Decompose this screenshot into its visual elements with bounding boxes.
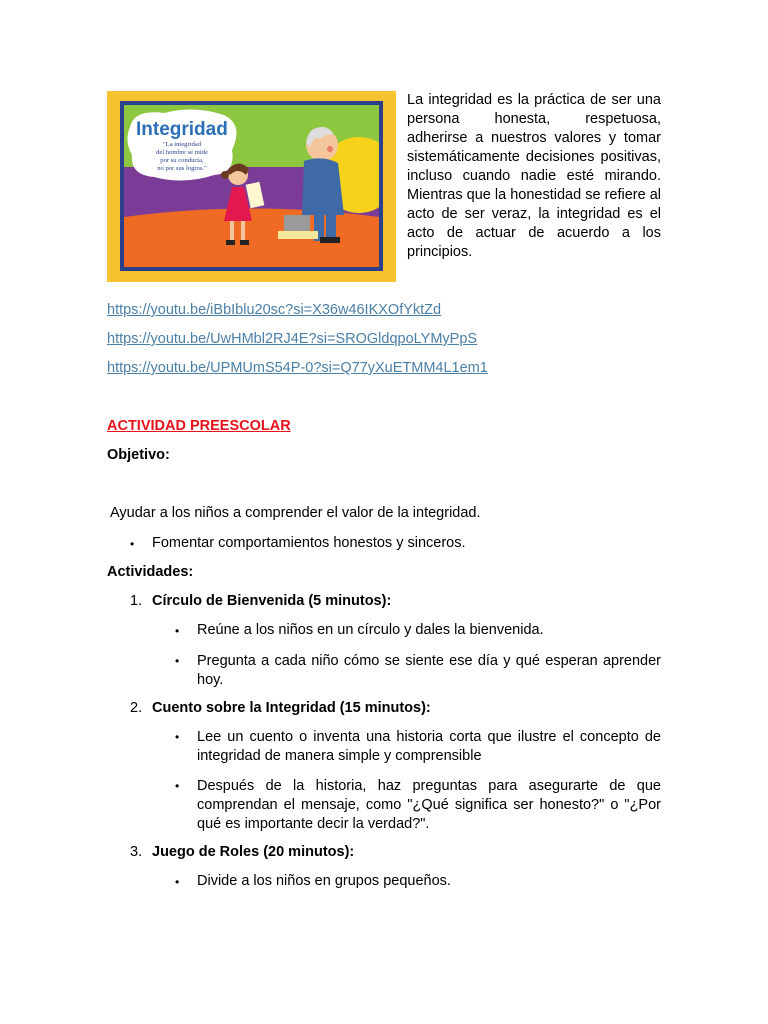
activity-item: Después de la historia, haz preguntas para asegurarte de que comprendan el mensaje, como "¿Qué significa ser honesto?" o "¿Por qué es importante decir la verdad?". bbox=[197, 778, 661, 832]
illustration-border bbox=[120, 101, 383, 271]
illustration-quote-line: no por sus logros." bbox=[157, 165, 207, 172]
objective-bullet: Fomentar comportamientos honestos y sinceros. bbox=[152, 535, 466, 551]
activity-number: 2. bbox=[130, 700, 143, 716]
bullet-icon: • bbox=[175, 875, 180, 889]
illustration-quote-line: del hombre se mide bbox=[156, 149, 208, 156]
bullet-icon: • bbox=[175, 654, 180, 668]
illustration-title: Integridad bbox=[136, 119, 228, 140]
illustration-drawing bbox=[124, 105, 379, 267]
illustration-quote-line: por su conducta, bbox=[160, 157, 204, 164]
activity-title: Juego de Roles (20 minutos): bbox=[152, 844, 355, 860]
bullet-icon: • bbox=[130, 537, 135, 551]
activity-title: Círculo de Bienvenida (5 minutos): bbox=[152, 593, 392, 609]
activity-item: Reúne a los niños en un círculo y dales la bienvenida. bbox=[197, 622, 544, 638]
integridad-illustration bbox=[107, 91, 396, 282]
activity-number: 3. bbox=[130, 844, 143, 860]
activity-item: Pregunta a cada niño cómo se siente ese día y qué esperan aprender hoy. bbox=[197, 653, 661, 688]
activities-label: Actividades: bbox=[107, 564, 194, 580]
activity-title: Cuento sobre la Integridad (15 minutos): bbox=[152, 700, 431, 716]
bullet-icon: • bbox=[175, 624, 180, 638]
activity-item: Lee un cuento o inventa una historia corta que ilustre el concepto de integridad de manera simple y comprensible bbox=[197, 729, 661, 764]
bullet-icon: • bbox=[175, 730, 180, 744]
youtube-link[interactable]: https://youtu.be/iBbIblu20sc?si=X36w46IKXOfYktZd bbox=[107, 302, 442, 318]
bullet-icon: • bbox=[175, 779, 180, 793]
illustration-quote-line: "La integridad bbox=[162, 141, 202, 148]
objective-label: Objetivo: bbox=[107, 447, 170, 463]
illustration-canvas bbox=[124, 105, 379, 267]
intro-paragraph: La integridad es la práctica de ser una persona honesta, respetuosa, adherirse a nuestros valores y tomar sistemáticamente decisiones positivas, incluso cuando nadie esté mirando. Mientras que la honestidad se refiere al acto de ser veraz, la integridad es el acto de actuar de acuerdo a los principios. bbox=[407, 92, 661, 260]
activity-item: Divide a los niños en grupos pequeños. bbox=[197, 873, 451, 889]
youtube-link[interactable]: https://youtu.be/UwHMbl2RJ4E?si=SROGldqpoLYMyPpS bbox=[107, 331, 478, 347]
section-title: ACTIVIDAD PREESCOLAR bbox=[107, 418, 291, 434]
activity-number: 1. bbox=[130, 593, 143, 609]
youtube-link[interactable]: https://youtu.be/UPMUmS54P-0?si=Q77yXuETMM4L1em1 bbox=[107, 360, 488, 376]
objective-text: Ayudar a los niños a comprender el valor de la integridad. bbox=[110, 505, 481, 521]
